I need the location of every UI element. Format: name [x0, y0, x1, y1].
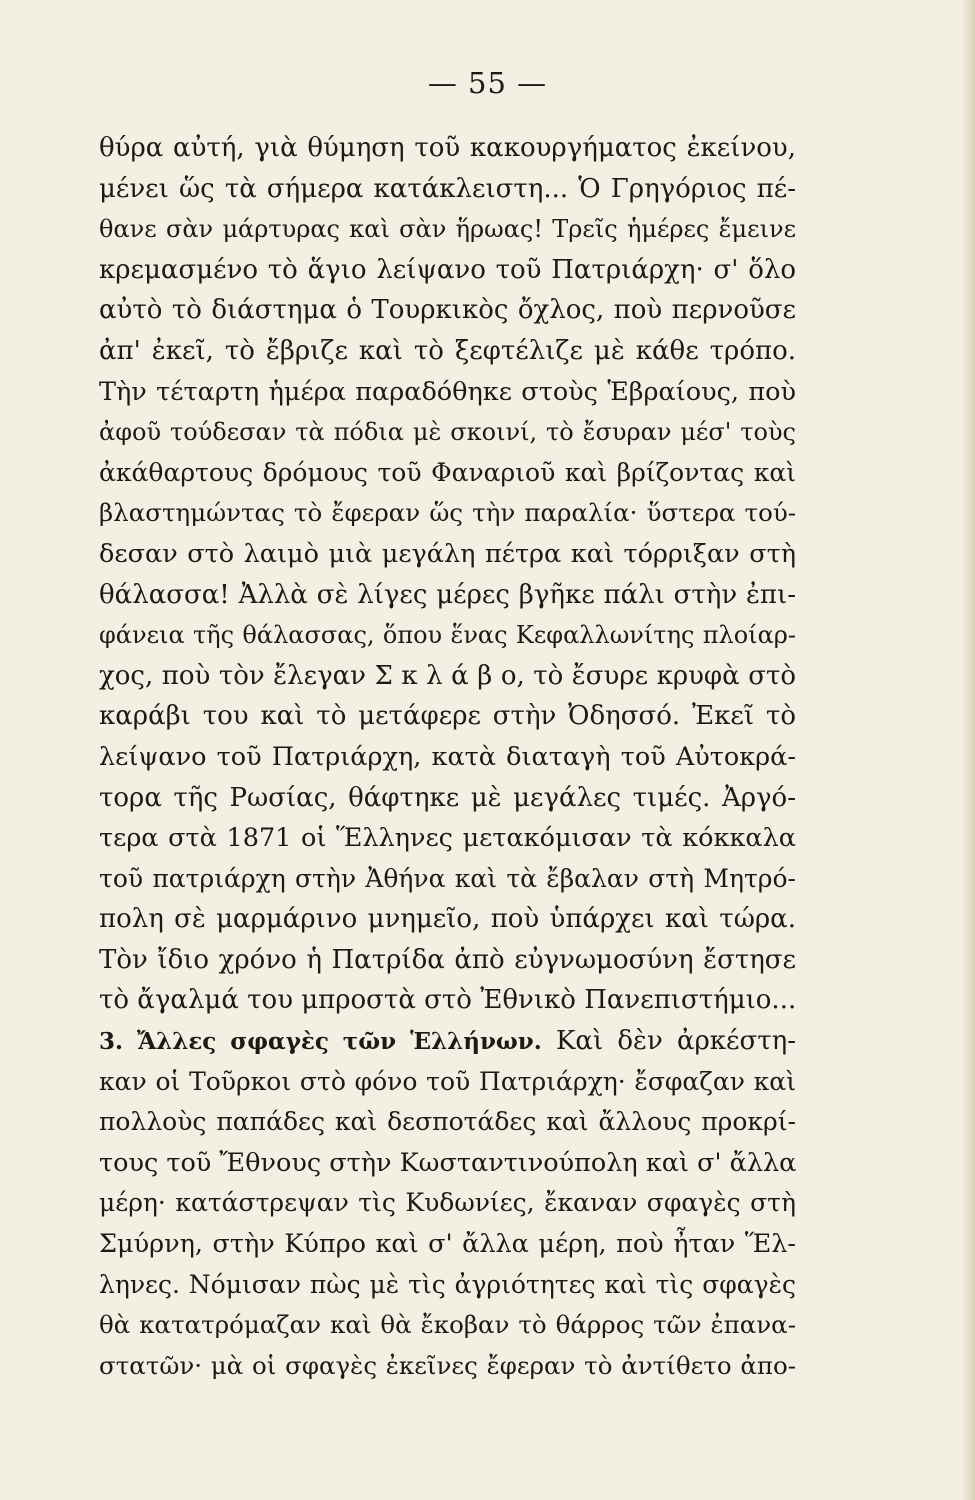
text-line: βλαστημώντας τὸ ἔφεραν ὥς τὴν παραλία· ὕστερα τού- — [99, 498, 796, 528]
text-line: φάνεια τῆς θάλασσας, ὅπου ἕνας Κεφαλλωνίτης πλοίαρ- — [99, 621, 796, 650]
text-line: θύρα αὐτή, γιὰ θύμηση τοῦ κακουργήματος ἐκείνου, — [99, 133, 796, 163]
text-line: χος, ποὺ τὸν ἔλεγαν Σ κ λ ά β ο, τὸ ἔσυρε κρυφὰ στὸ — [99, 660, 796, 691]
text-line: δεσαν στὸ λαιμὸ μιὰ μεγάλη πέτρα καὶ τόρριξαν στὴ — [99, 538, 796, 569]
text-line: τερα στὰ 1871 οἱ Ἕλληνες μετακόμισαν τὰ κόκκαλα — [99, 823, 796, 854]
text-line: τορα τῆς Ρωσίας, θάφτηκε μὲ μεγάλες τιμές. Ἀργό- — [99, 782, 796, 813]
text-line: πολη σὲ μαρμάρινο μνημεῖο, ποὺ ὑπάρχει καὶ τώρα. — [99, 904, 796, 935]
text-line: Τὸν ἴδιο χρόνο ἡ Πατρίδα ἀπὸ εὐγνωμοσύνη ἔστησε — [99, 944, 796, 975]
text-line: θάλασσα! Ἀλλὰ σὲ λίγες μέρες βγῆκε πάλι στὴν ἐπι- — [99, 579, 796, 610]
section-first-line-text: Καὶ δὲν ἀρκέστη- — [555, 1026, 797, 1057]
text-line: αὐτὸ τὸ διάστημα ὁ Τουρκικὸς ὄχλος, ποὺ περνοῦσε — [99, 295, 796, 326]
text-line: τους τοῦ Ἔθνους στὴν Κωσταντινούπολη καὶ σ' ἄλλα — [99, 1147, 797, 1178]
section-heading: 3. Ἄλλες σφαγὲς τῶν Ἑλλήνων. — [99, 1028, 542, 1056]
body-text — [99, 128, 796, 1386]
text-line: καράβι του καὶ τὸ μετάφερε στὴν Ὀδησσό. Ἐκεῖ τὸ — [99, 701, 796, 732]
text-line: θανε σὰν μάρτυρας καὶ σὰν ἥρωας! Τρεῖς ἡμέρες ἔμεινε — [99, 215, 796, 244]
text-line: τὸ ἄγαλμά του μπροστὰ στὸ Ἐθνικὸ Πανεπιστήμιο... — [99, 985, 797, 1016]
text-line: ἀκάθαρτους δρόμους τοῦ Φαναριοῦ καὶ βρίζοντας καὶ — [99, 457, 796, 487]
text-line: κρεμασμένο τὸ ἅγιο λείψανο τοῦ Πατριάρχη· σ' ὅλο — [99, 254, 796, 285]
text-line: ἀπ' ἐκεῖ, τὸ ἔβριζε καὶ τὸ ξεφτέλιζε μὲ κάθε τρόπο. — [99, 335, 796, 366]
page-number: — 55 — — [427, 66, 548, 100]
page-edge-shadow — [961, 0, 975, 1500]
text-line: τοῦ πατριάρχη στὴν Ἀθήνα καὶ τὰ ἔβαλαν στὴ Μητρό- — [99, 863, 796, 893]
text-line: θὰ κατατρόμαζαν καὶ θὰ ἔκοβαν τὸ θάρρος τῶν ἐπανα- — [99, 1310, 796, 1340]
text-line: Τὴν τέταρτη ἡμέρα παραδόθηκε στοὺς Ἑβραίους, ποὺ — [99, 376, 796, 407]
text-line: Σμύρνη, στὴν Κύπρο καὶ σ' ἄλλα μέρη, ποὺ ἦταν Ἕλ- — [99, 1229, 796, 1260]
text-line: μέρη· κατάστρεψαν τὶς Κυδωνίες, ἔκαναν σφαγὲς στὴ — [99, 1188, 796, 1218]
text-line: ἀφοῦ τούδεσαν τὰ πόδια μὲ σκοινί, τὸ ἔσυραν μέσ' τοὺς — [99, 418, 796, 447]
text-line: λείψανο τοῦ Πατριάρχη, κατὰ διαταγὴ τοῦ Αὐτοκρά- — [99, 741, 796, 772]
text-line: καν οἱ Τοῦρκοι στὸ φόνο τοῦ Πατριάρχη· ἔσφαζαν καὶ — [99, 1066, 796, 1096]
text-line: ληνες. Νόμισαν πὼς μὲ τὶς ἀγριότητες καὶ τὶς σφαγὲς — [99, 1269, 796, 1299]
text-line: πολλοὺς παπάδες καὶ δεσποτάδες καὶ ἄλλους προκρί- — [99, 1107, 796, 1137]
section-first-line — [99, 1021, 796, 1062]
text-line: στατῶν· μὰ οἱ σφαγὲς ἐκεῖνες ἔφεραν τὸ ἀντίθετο ἀπο- — [99, 1350, 796, 1380]
text-line: μένει ὥς τὰ σήμερα κατάκλειστη... Ὁ Γρηγόριος πέ- — [99, 173, 796, 204]
